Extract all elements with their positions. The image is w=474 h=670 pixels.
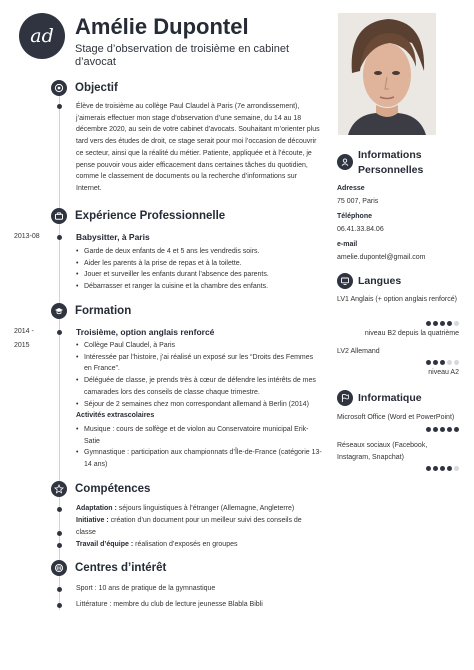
skill-item bbox=[76, 515, 322, 538]
list-item: • Jouer et surveiller les enfants durant l’absence des parents. bbox=[76, 269, 322, 281]
section-title-languages: Langues bbox=[358, 275, 402, 287]
monogram-logo: ad bbox=[19, 13, 65, 59]
rating-dot bbox=[447, 466, 452, 471]
skill-text: réalisation d’exposés en groupes bbox=[135, 541, 238, 548]
language-level: niveau A2 bbox=[428, 369, 459, 376]
portrait-illustration bbox=[338, 13, 436, 135]
education-degree: Troisième, option anglais renforcé bbox=[76, 327, 215, 337]
rating-dot bbox=[433, 360, 438, 365]
section-title-computing: Informatique bbox=[358, 392, 422, 404]
skill-label: Initiative : bbox=[76, 517, 109, 524]
skill-text: création d’un document pour un meilleur suivi des conseils de classe bbox=[76, 517, 302, 536]
address-value: 75 007, Paris bbox=[337, 198, 379, 205]
timeline-dot bbox=[57, 330, 62, 335]
interest-item: Littérature : membre du club de lecture jeunesse Blabla Bibli bbox=[76, 601, 263, 608]
activities-list bbox=[76, 424, 322, 471]
target-icon bbox=[51, 80, 67, 96]
section-title-experience: Expérience Professionnelle bbox=[75, 210, 226, 222]
rating-dot bbox=[426, 321, 431, 326]
section-title-education: Formation bbox=[75, 305, 132, 317]
list-item: • Séjour de 2 semaines chez mon correspondant allemand à Berlin (2014) bbox=[76, 399, 322, 411]
timeline-dot bbox=[57, 543, 62, 548]
rating-dot bbox=[447, 360, 452, 365]
address-label: Adresse bbox=[337, 185, 365, 192]
section-title-objective: Objectif bbox=[75, 82, 118, 94]
language-name: LV1 Anglais (+ option anglais renforcé) bbox=[337, 296, 457, 303]
list-item: • Gymnastique : participation aux championnats d’Île-de-France (catégorie 13-14 ans) bbox=[76, 447, 322, 470]
section-title-interests: Centres d’intérêt bbox=[75, 562, 167, 574]
timeline-dot bbox=[57, 104, 62, 109]
skill-label: Travail d’équipe : bbox=[76, 541, 134, 548]
rating-dot bbox=[454, 427, 459, 432]
rating-dot bbox=[454, 321, 459, 326]
graduation-cap-icon bbox=[51, 303, 67, 319]
candidate-subtitle: Stage d’observation de troisième en cabinet d’avocat bbox=[75, 43, 290, 68]
interest-item: Sport : 10 ans de pratique de la gymnastique bbox=[76, 585, 216, 592]
timeline-dot bbox=[57, 587, 62, 592]
skill-item bbox=[76, 503, 322, 515]
monitor-icon bbox=[337, 273, 353, 289]
language-rating bbox=[426, 360, 459, 365]
rating-dot bbox=[426, 466, 431, 471]
rating-dot bbox=[433, 427, 438, 432]
list-item: • Musique : cours de solfège et de violon au Conservatoire municipal Erik-Satie bbox=[76, 424, 322, 447]
activities-title: Activités extrascolaires bbox=[76, 412, 155, 419]
rating-dot bbox=[440, 466, 445, 471]
computing-item-name: Microsoft Office (Word et PowerPoint) bbox=[337, 414, 455, 421]
rating-dot bbox=[440, 360, 445, 365]
rating-dot bbox=[440, 321, 445, 326]
experience-date: 2013-08 bbox=[14, 233, 40, 240]
skill-text: séjours linguistiques à l’étranger (Allemagne, Angleterre) bbox=[118, 505, 295, 512]
email-value: amelie.dupontel@gmail.com bbox=[337, 254, 426, 261]
section-title-personal bbox=[358, 148, 423, 178]
computing-rating bbox=[426, 427, 459, 432]
candidate-name: Amélie Dupontel bbox=[75, 14, 249, 39]
objective-text: Élève de troisième au collège Paul Claudel à Paris (7e arrondissement), j’aimerais effectuer mon stage d’observation d’une semaine, du 14 au 18 décembre 2020, au sein de votre cabinet d’avocats. Souhaitant m’orienter plus tard vers des études de droit, ce stage serait pour moi l’occasion de découvrir ce secteur, ainsi que la réalité du métier. Patiente, appliquée et à l’écoute, je pense pouvoir vous aider efficacement dans certaines tâches du quotidien, comme le classement de documents ou la recherche d’informations sur Internet. bbox=[76, 103, 320, 192]
user-icon bbox=[337, 154, 353, 170]
education-date-start: 2014 - bbox=[14, 328, 34, 335]
language-name: LV2 Allemand bbox=[337, 348, 380, 355]
profile-photo bbox=[338, 13, 436, 135]
rating-dot bbox=[447, 321, 452, 326]
language-level: niveau B2 depuis la quatrième bbox=[364, 330, 459, 337]
rating-dot bbox=[447, 427, 452, 432]
rating-dot bbox=[426, 427, 431, 432]
skill-item bbox=[76, 539, 322, 551]
computing-item-name: Réseaux sociaux (Facebook, Instagram, Snapchat) bbox=[337, 442, 428, 461]
rating-dot bbox=[440, 427, 445, 432]
briefcase-icon bbox=[51, 208, 67, 224]
rating-dot bbox=[454, 466, 459, 471]
rating-dot bbox=[426, 360, 431, 365]
language-rating bbox=[426, 321, 459, 326]
timeline-dot bbox=[57, 507, 62, 512]
list-item: • Aider les parents à la prise de repas et à la toilette. bbox=[76, 258, 322, 270]
timeline-dot bbox=[57, 603, 62, 608]
list-item: • Débarrasser et ranger la cuisine et la chambre des enfants. bbox=[76, 281, 322, 293]
education-list bbox=[76, 340, 322, 410]
section-title-skills: Compétences bbox=[75, 483, 151, 495]
list-item: • Intéressée par l’histoire, j’ai réalisé un exposé sur les “Droits des Femmes en France”. bbox=[76, 352, 322, 375]
phone-value: 06.41.33.84.06 bbox=[337, 226, 384, 233]
skill-label: Adaptation : bbox=[76, 505, 117, 512]
computing-rating bbox=[426, 466, 459, 471]
list-item: • Garde de deux enfants de 4 et 5 ans les vendredis soirs. bbox=[76, 246, 322, 258]
education-date bbox=[14, 326, 34, 352]
education-date-end: 2015 bbox=[14, 342, 30, 349]
list-item: • Collège Paul Claudel, à Paris bbox=[76, 340, 322, 352]
basketball-icon bbox=[51, 560, 67, 576]
star-icon bbox=[51, 481, 67, 497]
section-title-personal-line2: Personnelles bbox=[358, 164, 424, 176]
rating-dot bbox=[433, 466, 438, 471]
experience-list bbox=[76, 246, 322, 293]
flag-icon bbox=[337, 390, 353, 406]
email-label: e-mail bbox=[337, 241, 358, 248]
section-title-personal-line1: Informations bbox=[358, 149, 422, 161]
list-item: • Déléguée de classe, je prends très à cœur de défendre les intérêts de mes camarades lors des conseils de classe chaque trimestre. bbox=[76, 375, 322, 398]
rating-dot bbox=[454, 360, 459, 365]
experience-role: Babysitter, à Paris bbox=[76, 232, 150, 242]
phone-label: Téléphone bbox=[337, 213, 373, 220]
timeline-dot bbox=[57, 235, 62, 240]
rating-dot bbox=[433, 321, 438, 326]
timeline-dot bbox=[57, 531, 62, 536]
